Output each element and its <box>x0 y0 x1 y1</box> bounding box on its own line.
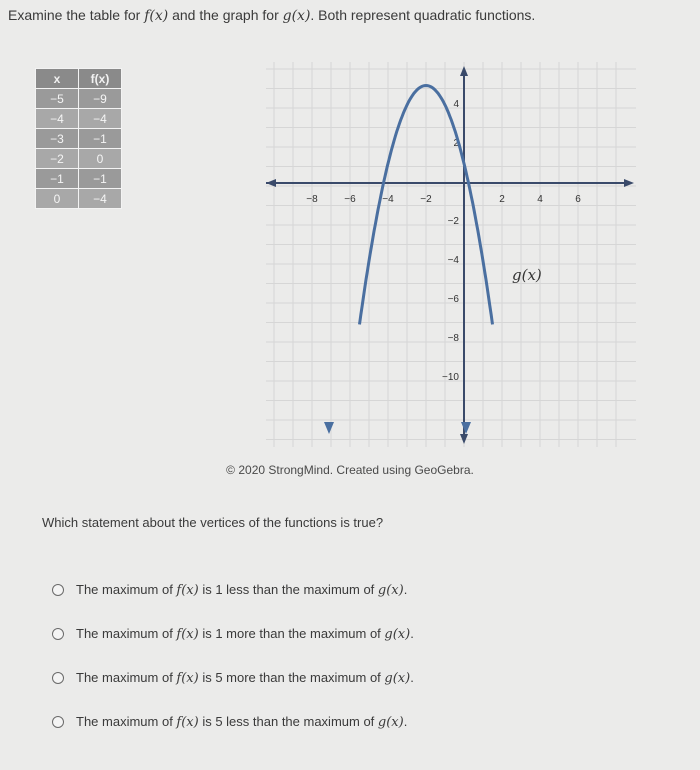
option-gx: g(x) <box>377 583 404 598</box>
curve-right-arrow-icon <box>461 422 471 434</box>
option-gx: g(x) <box>377 715 404 730</box>
answer-option-2[interactable] <box>52 612 414 656</box>
option-text <box>76 626 414 642</box>
table-row <box>36 129 122 149</box>
x-tick-label: −4 <box>382 194 394 205</box>
y-tick-label: 4 <box>453 99 459 110</box>
table-row <box>36 169 122 189</box>
radio-button[interactable] <box>52 672 64 684</box>
radio-button[interactable] <box>52 716 64 728</box>
table-cell: −4 <box>79 109 122 129</box>
option-text-post: . <box>403 714 408 729</box>
answer-option-3[interactable] <box>52 656 414 700</box>
option-text-post: . <box>410 670 414 685</box>
prompt-part3: . Both represent quadratic functions. <box>310 7 536 23</box>
table-cell: −2 <box>36 149 79 169</box>
option-text-mid: is 5 less than the maximum of <box>198 714 378 729</box>
table-cell: −4 <box>79 189 122 209</box>
radio-button[interactable] <box>52 584 64 596</box>
x-tick-label: −2 <box>420 194 432 205</box>
option-text-mid: is 1 less than the maximum of <box>198 582 378 597</box>
table-cell: −1 <box>36 169 79 189</box>
option-text-pre: The maximum of <box>76 626 177 641</box>
table-cell: −1 <box>79 129 122 149</box>
prompt-fx: f(x) <box>144 8 169 24</box>
y-tick-label: 2 <box>453 138 459 149</box>
option-fx: f(x) <box>176 715 199 730</box>
option-fx: f(x) <box>176 583 199 598</box>
table-cell: 0 <box>79 149 122 169</box>
x-tick-label: −8 <box>306 194 318 205</box>
y-axis-up-arrow-icon <box>460 66 468 76</box>
y-tick-label: −8 <box>447 333 459 344</box>
option-gx: g(x) <box>384 627 411 642</box>
prompt-text <box>8 6 692 25</box>
x-tick-label: −6 <box>344 194 356 205</box>
answer-option-1[interactable] <box>52 568 414 612</box>
y-axis <box>460 66 468 444</box>
fx-table <box>35 68 122 209</box>
option-text-mid: is 1 more than the maximum of <box>198 626 385 641</box>
option-text <box>76 670 414 686</box>
table-cell: −5 <box>36 89 79 109</box>
table-row <box>36 189 122 209</box>
answer-options <box>52 568 414 744</box>
x-tick-label: 6 <box>575 194 581 205</box>
gx-graph <box>266 62 636 447</box>
option-text-post: . <box>410 626 414 641</box>
table-row <box>36 109 122 129</box>
option-text-pre: The maximum of <box>76 714 177 729</box>
option-text <box>76 714 407 730</box>
question-text: Which statement about the vertices of the functions is true? <box>42 515 384 530</box>
prompt-part2: and the graph for <box>168 7 283 23</box>
answer-option-4[interactable] <box>52 700 414 744</box>
y-tick-label: −6 <box>447 294 459 305</box>
option-text <box>76 582 407 598</box>
option-text-mid: is 5 more than the maximum of <box>198 670 385 685</box>
prompt-part1: Examine the table for <box>8 7 145 23</box>
credit-text: © 2020 StrongMind. Created using GeoGebra. <box>226 463 474 477</box>
table-cell: 0 <box>36 189 79 209</box>
table-row <box>36 89 122 109</box>
table-cell: −1 <box>79 169 122 189</box>
option-gx: g(x) <box>384 671 411 686</box>
option-text-pre: The maximum of <box>76 670 177 685</box>
curve-left-arrow-icon <box>324 422 334 434</box>
radio-button[interactable] <box>52 628 64 640</box>
option-text-post: . <box>403 582 408 597</box>
option-text-pre: The maximum of <box>76 582 177 597</box>
option-fx: f(x) <box>176 627 199 642</box>
y-tick-label: −10 <box>442 372 459 383</box>
curve-label: g(x) <box>512 266 542 284</box>
table-cell: −4 <box>36 109 79 129</box>
x-tick-label: 4 <box>537 194 543 205</box>
table-header-fx: f(x) <box>79 69 122 89</box>
table-row <box>36 149 122 169</box>
table-cell: −3 <box>36 129 79 149</box>
x-tick-label: 2 <box>499 194 505 205</box>
table-header-x: x <box>36 69 79 89</box>
option-fx: f(x) <box>176 671 199 686</box>
table-cell: −9 <box>79 89 122 109</box>
y-tick-label: −4 <box>447 255 459 266</box>
prompt-gx: g(x) <box>282 8 311 24</box>
table-header-row <box>36 69 122 89</box>
y-tick-label: −2 <box>447 216 459 227</box>
